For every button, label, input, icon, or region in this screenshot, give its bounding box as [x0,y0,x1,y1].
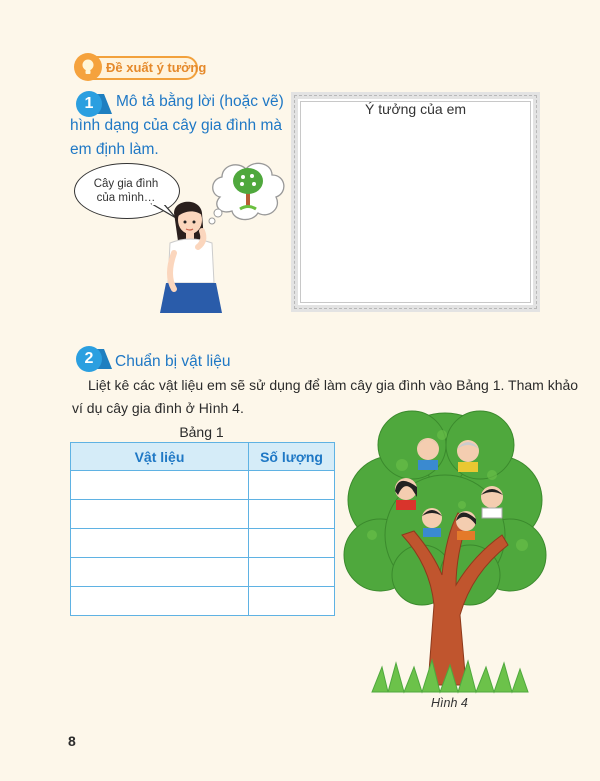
bubble-line: của mình… [96,192,156,204]
table-cell[interactable] [249,471,335,500]
step-1-instruction [70,90,285,162]
figure-caption: Hình 4 [431,696,468,710]
family-tree-illustration [342,405,548,695]
column-header: Vật liệu [71,443,249,471]
table-row [71,587,335,616]
step-1-line: hình dạng của cây gia đình mà [70,117,282,134]
step-2-line: Liệt kê các vật liệu em sẽ sử dụng để làm cây gia đình vào Bảng 1. Tham khảo [88,377,579,393]
table-cell[interactable] [249,587,335,616]
lightbulb-icon [74,53,102,81]
table-cell[interactable] [71,558,249,587]
badge-label: Đề xuất ý tưởng [106,60,207,75]
table-row [71,558,335,587]
step-number: 2 [76,346,102,372]
column-header: Số lượng [249,443,335,471]
step-number: 1 [76,91,102,117]
step-2-line: ví dụ cây gia đình ở Hình 4. [72,400,244,416]
table-cell[interactable] [71,587,249,616]
idea-box-frame [300,101,531,303]
table-row [71,500,335,529]
table-caption: Bảng 1 [179,424,224,440]
table-cell[interactable] [71,471,249,500]
table-cell[interactable] [249,529,335,558]
step-1-line: em định làm. [70,141,159,158]
table-cell[interactable] [71,529,249,558]
step-2-icon [76,346,116,372]
page-number: 8 [68,733,76,749]
girl-thinking-illustration [160,193,232,313]
table-row [71,471,335,500]
idea-box-title: Ý tưởng của em [364,101,467,117]
step-1-line: Mô tả bằng lời (hoặc vẽ) [116,93,284,110]
table-row [71,529,335,558]
step-2-title: Chuẩn bị vật liệu [115,353,231,370]
table-cell[interactable] [71,500,249,529]
bubble-line: Cây gia đình [93,178,159,190]
table-cell[interactable] [249,558,335,587]
materials-table [70,442,335,616]
table-cell[interactable] [249,500,335,529]
